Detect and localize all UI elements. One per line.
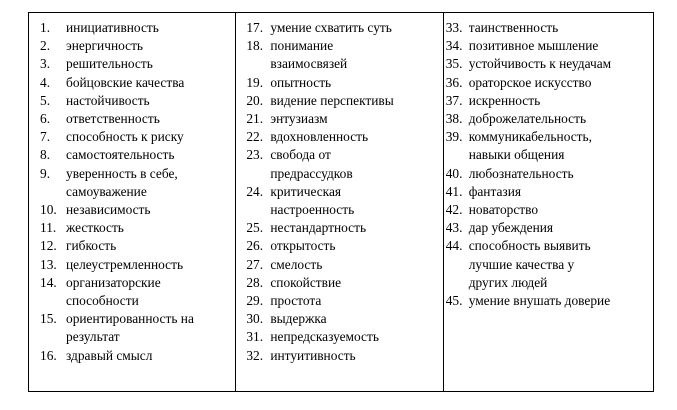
list-item: [446, 237, 653, 292]
list-item-number: 15.: [40, 311, 57, 327]
list-item: [246, 37, 442, 73]
list-item-number: 21.: [246, 111, 264, 127]
list-item: [246, 128, 442, 146]
list-item: [246, 219, 442, 237]
list-item-text: здравый смысл: [66, 347, 153, 363]
list-item: [40, 110, 235, 128]
list-item: [446, 292, 653, 310]
list-item-text: понимание взаимосвязей: [270, 38, 348, 72]
list-item-text: настойчивость: [66, 92, 150, 108]
list-item-text: решительность: [66, 56, 153, 72]
list-item-text: непредсказуемость: [270, 329, 379, 345]
list-item-number: 41.: [445, 183, 463, 199]
list-item-text: независимость: [66, 202, 151, 218]
list-item-text: ориентированность на результат: [66, 311, 194, 345]
list-item: [446, 219, 653, 237]
list-item-number: 5.: [40, 92, 51, 108]
list-item-text: видение перспективы: [270, 92, 394, 108]
list-item: [246, 256, 442, 274]
list-item-text: интуитивность: [270, 347, 356, 363]
list-item: [40, 92, 235, 110]
list-item: [246, 92, 442, 110]
list-item: [246, 146, 442, 182]
list-item-number: 10.: [40, 202, 57, 218]
list-item-number: 24.: [246, 183, 264, 199]
table-column-2: [236, 13, 443, 391]
list-item: [446, 74, 653, 92]
list-item: [446, 201, 653, 219]
list-item-number: 8.: [40, 147, 51, 163]
list-item-text: таинственность: [468, 20, 559, 35]
list-item: [246, 347, 442, 365]
list-item-number: 34.: [445, 38, 463, 54]
list-item: [446, 92, 653, 110]
list-item: [446, 55, 653, 73]
list-item-number: 19.: [246, 74, 264, 90]
list-item-text: новаторство: [468, 202, 539, 218]
list-item-text: опытность: [270, 74, 332, 90]
list-item-text: смелость: [270, 256, 323, 272]
list-item-number: 25.: [246, 220, 264, 236]
list-item-text: позитивное мышление: [468, 38, 599, 54]
list-item: [40, 347, 235, 365]
list-item: [446, 128, 653, 164]
list-item-text: открытость: [270, 238, 336, 254]
table-column-1: [29, 13, 236, 391]
list-item-text: умение внушать доверие: [468, 293, 611, 309]
list-item: [40, 165, 235, 201]
list-item-number: 30.: [246, 311, 264, 327]
list-item: [40, 74, 235, 92]
list-item-text: простота: [270, 293, 322, 309]
list-item: [40, 146, 235, 164]
list-item-number: 29.: [246, 293, 264, 309]
list-item: [40, 219, 235, 237]
list-item: [40, 37, 235, 55]
list-item-text: способность выявить лучшие качества у других людей: [468, 238, 591, 290]
list-item-number: 33.: [445, 20, 463, 35]
list-item: [40, 128, 235, 146]
list-item: [40, 310, 235, 346]
list-item: [446, 37, 653, 55]
list-item-number: 27.: [246, 256, 264, 272]
list-item-text: устойчивость к неудачам: [468, 56, 612, 72]
list-item: [40, 55, 235, 73]
list-item-text: жесткость: [66, 220, 124, 236]
list-item-text: энергичность: [66, 38, 144, 54]
list-item: [40, 201, 235, 219]
list-item-text: выдержка: [270, 311, 327, 327]
list-item-number: 39.: [445, 129, 463, 145]
list-item-number: 12.: [40, 238, 57, 254]
list-item-text: уверенность в себе, самоуважение: [66, 165, 178, 199]
list-item-number: 6.: [40, 111, 51, 127]
list-item-text: энтузиазм: [270, 111, 328, 127]
list-item-number: 45.: [445, 293, 463, 309]
list-item-text: организаторские способности: [66, 274, 161, 309]
list-item-text: умение схватить суть: [270, 20, 392, 35]
list-item-text: коммуникабельность, навыки общения: [468, 129, 592, 163]
list-item: [246, 328, 442, 346]
list-item: [40, 237, 235, 255]
list-item-number: 22.: [246, 129, 264, 145]
list-item-number: 32.: [246, 347, 264, 363]
list-item-text: доброжелательность: [468, 111, 587, 127]
list-item-number: 20.: [246, 92, 264, 108]
list-item-number: 31.: [246, 329, 264, 345]
list-item: [446, 110, 653, 128]
list-item: [446, 165, 653, 183]
list-item-text: фантазия: [468, 183, 522, 199]
list-item-text: дар убеждения: [468, 220, 554, 236]
list-item-number: 9.: [40, 165, 51, 181]
list-item: [246, 19, 442, 37]
list-item: [246, 274, 442, 292]
list-item-number: 2.: [40, 38, 51, 54]
list-item-text: вдохновленность: [270, 129, 369, 145]
qualities-table: [28, 12, 654, 392]
list-item-text: самостоятельность: [66, 147, 175, 163]
list-item-number: 35.: [445, 56, 463, 72]
list-item-number: 7.: [40, 129, 51, 145]
list-item: [40, 274, 235, 310]
list-item: [40, 256, 235, 274]
list-item-number: 1.: [40, 20, 51, 35]
list-item: [446, 19, 653, 37]
list-item-text: искренность: [468, 92, 541, 108]
list-item-number: 18.: [246, 38, 264, 54]
list-item-text: способность к риску: [66, 129, 184, 145]
list-item-number: 36.: [445, 74, 463, 90]
list-item-text: ответственность: [66, 111, 160, 127]
table-column-3: [444, 13, 653, 391]
list-item-number: 40.: [445, 165, 463, 181]
list-item-number: 43.: [445, 220, 463, 236]
list-item-number: 37.: [445, 92, 463, 108]
list-item: [446, 183, 653, 201]
list-item-number: 42.: [445, 202, 463, 218]
list-item-number: 26.: [246, 238, 264, 254]
list-item-text: любознательность: [468, 165, 574, 181]
list-item-number: 28.: [246, 274, 264, 290]
list-item: [246, 292, 442, 310]
list-item: [246, 74, 442, 92]
list-item-number: 3.: [40, 56, 51, 72]
list-item-text: ораторское искусство: [468, 74, 592, 90]
list-item-text: свобода от предрассудков: [270, 147, 353, 181]
list-item-number: 17.: [246, 20, 264, 35]
list-item-text: гибкость: [66, 238, 117, 254]
list-item-number: 13.: [40, 256, 57, 272]
list-item: [246, 183, 442, 219]
list-item-text: бойцовские качества: [66, 74, 185, 90]
list-item: [246, 110, 442, 128]
list-item-number: 4.: [40, 74, 51, 90]
list-item: [40, 19, 235, 37]
list-item-number: 14.: [40, 274, 57, 290]
list-item-text: критическая настроенность: [270, 183, 355, 218]
list-item-text: целеустремленность: [66, 256, 184, 272]
list-item-number: 44.: [445, 238, 463, 254]
list-item-text: инициативность: [66, 20, 159, 35]
list-item-text: спокойствие: [270, 274, 342, 290]
list-item-number: 16.: [40, 347, 57, 363]
list-item-text: нестандартность: [270, 220, 367, 236]
list-item: [246, 310, 442, 328]
list-item-number: 11.: [40, 220, 57, 236]
list-item-number: 38.: [445, 111, 463, 127]
list-item-number: 23.: [246, 147, 264, 163]
list-item: [246, 237, 442, 255]
